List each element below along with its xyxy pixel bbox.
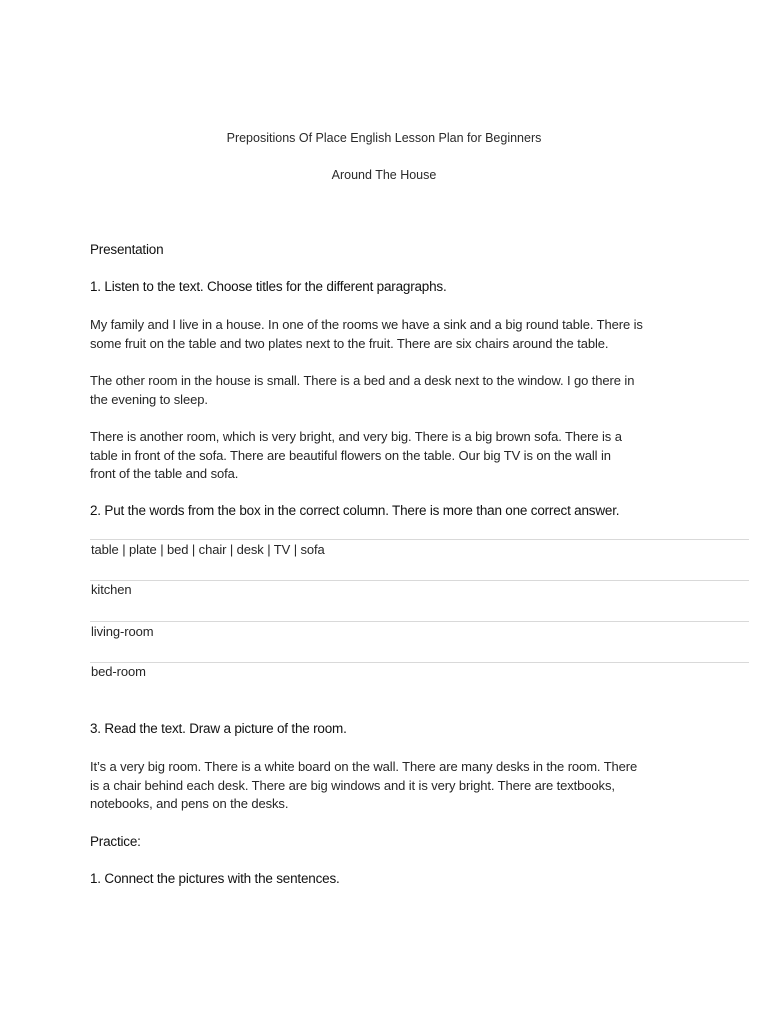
task2-heading: 2. Put the words from the box in the correct column. There is more than one correct answer. bbox=[90, 503, 620, 518]
practice-task1-heading: 1. Connect the pictures with the sentences. bbox=[90, 871, 340, 886]
text-line: notebooks, and pens on the desks. bbox=[90, 796, 289, 811]
task1-paragraph-2 bbox=[90, 372, 690, 409]
text-line: front of the table and sofa. bbox=[90, 466, 239, 481]
table-border bbox=[90, 580, 749, 581]
table-border bbox=[90, 621, 749, 622]
text-line: table in front of the sofa. There are beautiful flowers on the table. Our big TV is on the wall in bbox=[90, 447, 611, 463]
task3-heading: 3. Read the text. Draw a picture of the room. bbox=[90, 721, 347, 736]
table-row-bed-room: bed-room bbox=[91, 664, 146, 679]
section-heading-presentation: Presentation bbox=[90, 242, 164, 257]
table-row-kitchen: kitchen bbox=[91, 582, 132, 597]
table-row-living-room: living-room bbox=[91, 624, 154, 639]
task3-paragraph bbox=[90, 758, 690, 814]
text-line: It’s a very big room. There is a white board on the wall. There are many desks in the room. There bbox=[90, 759, 638, 774]
section-heading-practice: Practice: bbox=[90, 834, 141, 849]
table-border bbox=[90, 539, 749, 540]
table-border bbox=[90, 662, 749, 663]
text-line: The other room in the house is small. There is a bed and a desk next to the window. I go there in bbox=[90, 373, 635, 388]
task1-paragraph-3 bbox=[90, 428, 690, 484]
document-title: Prepositions Of Place English Lesson Plan for Beginners bbox=[226, 131, 542, 145]
text-line: There is another room, which is very bright, and very big. There is a big brown sofa. There is a bbox=[90, 429, 622, 444]
text-line: My family and I live in a house. In one of the rooms we have a sink and a big round table. There is bbox=[90, 317, 643, 332]
task1-paragraph-1 bbox=[90, 316, 690, 353]
table-row-word-box: table | plate | bed | chair | desk | TV | sofa bbox=[91, 542, 325, 557]
text-line: is a chair behind each desk. There are big windows and it is very bright. There are textbooks, bbox=[90, 777, 615, 793]
document-subtitle: Around The House bbox=[331, 168, 437, 182]
text-line: the evening to sleep. bbox=[90, 391, 208, 407]
task1-heading: 1. Listen to the text. Choose titles for the different paragraphs. bbox=[90, 279, 447, 294]
text-line: some fruit on the table and two plates next to the fruit. There are six chairs around the table. bbox=[90, 335, 609, 351]
